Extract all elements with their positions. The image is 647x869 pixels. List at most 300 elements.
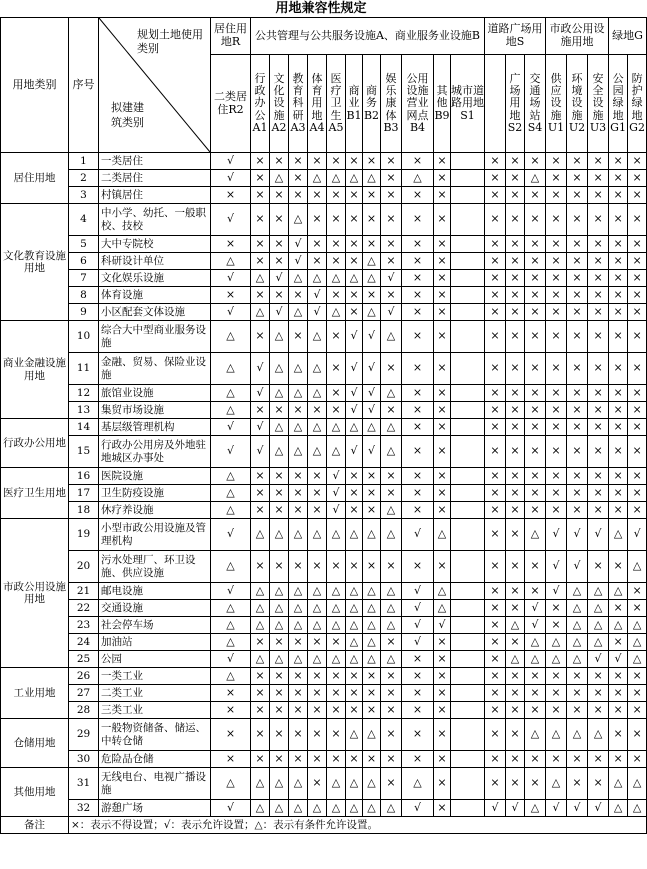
row-number: 25 bbox=[69, 651, 99, 668]
compat-cell: × bbox=[525, 485, 546, 502]
compat-cell: √ bbox=[211, 651, 251, 668]
compat-cell: × bbox=[327, 719, 346, 751]
compat-cell: × bbox=[609, 702, 628, 719]
compat-cell: × bbox=[546, 468, 567, 485]
compat-cell: × bbox=[327, 634, 346, 651]
compat-cell: × bbox=[327, 321, 346, 353]
compat-cell: × bbox=[525, 768, 546, 800]
compat-cell: × bbox=[434, 436, 451, 468]
compat-cell: △ bbox=[346, 634, 363, 651]
compat-cell: × bbox=[434, 170, 451, 187]
compat-cell: × bbox=[485, 353, 506, 385]
compat-cell: △ bbox=[270, 353, 289, 385]
compat-cell: △ bbox=[289, 353, 308, 385]
compat-cell: △ bbox=[506, 617, 525, 634]
compat-cell: △ bbox=[567, 600, 588, 617]
compat-cell: △ bbox=[327, 270, 346, 287]
compat-cell: × bbox=[506, 402, 525, 419]
compat-cell: √ bbox=[402, 634, 434, 651]
compat-cell: × bbox=[506, 502, 525, 519]
compat-cell: × bbox=[546, 253, 567, 270]
compat-cell: × bbox=[546, 187, 567, 204]
compat-cell: △ bbox=[211, 617, 251, 634]
compat-cell: △ bbox=[609, 583, 628, 600]
compat-cell: × bbox=[609, 600, 628, 617]
compat-cell: × bbox=[485, 270, 506, 287]
table-row bbox=[1, 668, 647, 685]
compat-cell: × bbox=[546, 170, 567, 187]
compat-cell: √ bbox=[346, 402, 363, 419]
compat-cell: × bbox=[346, 551, 363, 583]
compat-cell-pad bbox=[451, 204, 485, 236]
compat-cell: × bbox=[485, 719, 506, 751]
header-subcol: 娱乐康体B3 bbox=[381, 55, 402, 153]
row-number: 26 bbox=[69, 668, 99, 685]
compat-cell: △ bbox=[567, 651, 588, 668]
footer-legend: ×：表示不得设置；√：表示允许设置；△：表示有条件允许设置。 bbox=[69, 817, 647, 834]
compat-cell: × bbox=[327, 236, 346, 253]
compat-cell: × bbox=[546, 402, 567, 419]
compat-cell: × bbox=[609, 287, 628, 304]
compat-cell: × bbox=[546, 204, 567, 236]
compat-cell-pad bbox=[451, 253, 485, 270]
compat-cell: × bbox=[270, 685, 289, 702]
compat-cell: × bbox=[628, 468, 647, 485]
compat-cell: × bbox=[567, 485, 588, 502]
compat-cell-pad bbox=[451, 719, 485, 751]
compat-cell: × bbox=[567, 321, 588, 353]
compat-cell: × bbox=[506, 485, 525, 502]
compat-cell: × bbox=[251, 685, 270, 702]
compat-cell: × bbox=[402, 419, 434, 436]
compat-cell: × bbox=[485, 236, 506, 253]
compat-cell: × bbox=[588, 668, 609, 685]
compat-cell: × bbox=[628, 719, 647, 751]
compat-cell: △ bbox=[251, 651, 270, 668]
compat-cell: × bbox=[434, 685, 451, 702]
compat-cell: √ bbox=[567, 800, 588, 817]
compat-cell: × bbox=[270, 668, 289, 685]
table-row bbox=[1, 702, 647, 719]
compat-cell: △ bbox=[628, 800, 647, 817]
compat-cell: × bbox=[506, 719, 525, 751]
compat-cell: × bbox=[525, 702, 546, 719]
compat-cell: △ bbox=[567, 583, 588, 600]
row-label: 加油站 bbox=[99, 634, 211, 651]
compat-cell: △ bbox=[567, 719, 588, 751]
compat-cell: × bbox=[402, 436, 434, 468]
compat-cell: × bbox=[628, 685, 647, 702]
compat-cell: × bbox=[434, 668, 451, 685]
compat-cell: × bbox=[567, 468, 588, 485]
compat-cell: × bbox=[289, 287, 308, 304]
row-label: 卫生防疫设施 bbox=[99, 485, 211, 502]
compat-cell: × bbox=[270, 204, 289, 236]
compat-cell: × bbox=[402, 187, 434, 204]
header-group-utilities: 市政公用设施用地 bbox=[546, 18, 609, 55]
table-row bbox=[1, 402, 647, 419]
compat-cell: × bbox=[506, 600, 525, 617]
compat-cell: × bbox=[346, 304, 363, 321]
compat-cell-pad bbox=[451, 634, 485, 651]
compat-cell: × bbox=[609, 385, 628, 402]
compat-cell: × bbox=[485, 321, 506, 353]
header-group-roads: 道路广场用地S bbox=[485, 18, 546, 55]
compat-cell: × bbox=[211, 187, 251, 204]
compat-cell: △ bbox=[363, 519, 381, 551]
header-group-public: 公共管理与公共服务设施A、商业服务业设施B bbox=[251, 18, 485, 55]
compat-cell: △ bbox=[211, 468, 251, 485]
compat-cell-pad bbox=[451, 768, 485, 800]
row-number: 27 bbox=[69, 685, 99, 702]
compat-cell: × bbox=[434, 719, 451, 751]
compat-cell: △ bbox=[289, 617, 308, 634]
compat-cell: × bbox=[251, 719, 270, 751]
compat-cell-pad bbox=[451, 436, 485, 468]
row-label: 行政办公用房及外地驻地城区办事处 bbox=[99, 436, 211, 468]
compat-cell: × bbox=[506, 385, 525, 402]
row-number: 17 bbox=[69, 485, 99, 502]
compat-cell: × bbox=[381, 702, 402, 719]
compat-cell: × bbox=[609, 204, 628, 236]
compat-cell: × bbox=[485, 751, 506, 768]
row-label: 危险品仓储 bbox=[99, 751, 211, 768]
compat-cell: × bbox=[327, 353, 346, 385]
compat-cell: × bbox=[381, 768, 402, 800]
table-row bbox=[1, 321, 647, 353]
compat-cell: △ bbox=[270, 436, 289, 468]
compat-cell: × bbox=[402, 153, 434, 170]
compat-cell: △ bbox=[308, 436, 327, 468]
compat-cell: × bbox=[270, 719, 289, 751]
compat-cell: △ bbox=[211, 502, 251, 519]
compat-cell: × bbox=[588, 253, 609, 270]
compat-cell: √ bbox=[546, 800, 567, 817]
compat-cell: × bbox=[506, 551, 525, 583]
compat-cell: √ bbox=[270, 270, 289, 287]
compat-cell: × bbox=[628, 270, 647, 287]
compat-cell: × bbox=[381, 468, 402, 485]
row-label: 休疗养设施 bbox=[99, 502, 211, 519]
compat-cell-pad bbox=[451, 170, 485, 187]
compat-cell: × bbox=[609, 436, 628, 468]
compat-cell: × bbox=[609, 153, 628, 170]
compat-cell: × bbox=[485, 253, 506, 270]
compat-cell: △ bbox=[289, 583, 308, 600]
compat-cell: × bbox=[567, 170, 588, 187]
compat-cell: × bbox=[546, 702, 567, 719]
compat-cell: √ bbox=[525, 600, 546, 617]
compat-cell: × bbox=[525, 385, 546, 402]
compat-cell-pad bbox=[451, 385, 485, 402]
compat-cell: × bbox=[485, 651, 506, 668]
compat-cell: × bbox=[588, 685, 609, 702]
compat-cell: × bbox=[402, 485, 434, 502]
compat-cell: × bbox=[289, 634, 308, 651]
compat-cell: × bbox=[363, 751, 381, 768]
table-row bbox=[1, 468, 647, 485]
table-row bbox=[1, 304, 647, 321]
compat-cell: △ bbox=[308, 519, 327, 551]
compat-cell: × bbox=[628, 385, 647, 402]
compat-cell: △ bbox=[588, 634, 609, 651]
compat-cell: × bbox=[402, 402, 434, 419]
row-number: 9 bbox=[69, 304, 99, 321]
compat-cell: △ bbox=[211, 768, 251, 800]
compat-cell: × bbox=[628, 583, 647, 600]
compat-cell: × bbox=[211, 685, 251, 702]
compat-cell: √ bbox=[251, 385, 270, 402]
compat-cell: △ bbox=[567, 617, 588, 634]
compat-cell: △ bbox=[327, 436, 346, 468]
compat-cell: × bbox=[628, 187, 647, 204]
header-subcol: 行政办公A1 bbox=[251, 55, 270, 153]
compat-cell: × bbox=[289, 402, 308, 419]
compat-cell: × bbox=[485, 204, 506, 236]
row-number: 2 bbox=[69, 170, 99, 187]
compat-cell: × bbox=[434, 502, 451, 519]
compat-cell: △ bbox=[270, 170, 289, 187]
compat-cell: × bbox=[588, 304, 609, 321]
compat-cell: △ bbox=[308, 385, 327, 402]
compat-cell: △ bbox=[609, 617, 628, 634]
compat-cell: × bbox=[588, 419, 609, 436]
row-number: 32 bbox=[69, 800, 99, 817]
compat-cell: △ bbox=[270, 617, 289, 634]
compat-cell: × bbox=[327, 668, 346, 685]
compat-cell: × bbox=[546, 751, 567, 768]
header-row-groups bbox=[1, 18, 647, 55]
compat-cell: × bbox=[588, 353, 609, 385]
compat-cell: × bbox=[485, 600, 506, 617]
compat-cell: × bbox=[628, 485, 647, 502]
compat-cell: × bbox=[567, 253, 588, 270]
compat-cell: × bbox=[251, 170, 270, 187]
row-number: 30 bbox=[69, 751, 99, 768]
compat-cell: × bbox=[289, 468, 308, 485]
compat-cell: × bbox=[588, 385, 609, 402]
compat-cell: △ bbox=[327, 651, 346, 668]
compat-cell: × bbox=[346, 287, 363, 304]
compat-cell: × bbox=[270, 702, 289, 719]
compat-cell: △ bbox=[363, 634, 381, 651]
compat-cell: × bbox=[588, 436, 609, 468]
header-subcol: 环境设施U2 bbox=[567, 55, 588, 153]
compat-cell: × bbox=[308, 187, 327, 204]
compat-cell: × bbox=[506, 583, 525, 600]
compat-cell: △ bbox=[327, 519, 346, 551]
compat-cell: × bbox=[402, 751, 434, 768]
compat-cell: △ bbox=[251, 583, 270, 600]
row-label: 二类居住 bbox=[99, 170, 211, 187]
compat-cell: △ bbox=[525, 519, 546, 551]
compat-cell: √ bbox=[211, 153, 251, 170]
compat-cell: × bbox=[289, 321, 308, 353]
compat-cell: × bbox=[251, 204, 270, 236]
compat-cell: × bbox=[381, 668, 402, 685]
compat-cell: × bbox=[434, 551, 451, 583]
header-subcol: 城市道路用地S1 bbox=[451, 55, 485, 153]
compat-cell-pad bbox=[451, 468, 485, 485]
compat-cell: × bbox=[434, 419, 451, 436]
compat-cell: △ bbox=[270, 768, 289, 800]
compat-cell: × bbox=[381, 253, 402, 270]
table-row bbox=[1, 583, 647, 600]
compat-cell: △ bbox=[346, 170, 363, 187]
compat-cell: × bbox=[546, 236, 567, 253]
compat-cell: △ bbox=[308, 270, 327, 287]
compat-cell: × bbox=[485, 768, 506, 800]
table-row bbox=[1, 253, 647, 270]
compat-cell: × bbox=[609, 751, 628, 768]
row-number: 4 bbox=[69, 204, 99, 236]
compat-cell: × bbox=[434, 468, 451, 485]
compat-cell: △ bbox=[211, 321, 251, 353]
compat-cell: △ bbox=[381, 321, 402, 353]
table-row bbox=[1, 353, 647, 385]
compat-cell: × bbox=[609, 236, 628, 253]
compat-cell: △ bbox=[308, 583, 327, 600]
header-subcol: 公用设施营业网点B4 bbox=[402, 55, 434, 153]
compat-cell: × bbox=[402, 502, 434, 519]
compat-cell: × bbox=[485, 519, 506, 551]
compat-cell: △ bbox=[211, 253, 251, 270]
compat-cell: × bbox=[567, 153, 588, 170]
compat-cell: △ bbox=[525, 800, 546, 817]
compat-cell: × bbox=[546, 270, 567, 287]
compat-cell: × bbox=[506, 304, 525, 321]
compat-cell: △ bbox=[251, 519, 270, 551]
compat-cell: × bbox=[270, 468, 289, 485]
compat-cell: × bbox=[363, 287, 381, 304]
compat-cell: × bbox=[346, 253, 363, 270]
compat-cell: √ bbox=[363, 321, 381, 353]
compat-cell-pad bbox=[451, 800, 485, 817]
compat-cell: × bbox=[588, 153, 609, 170]
compat-cell: √ bbox=[363, 436, 381, 468]
compat-cell: △ bbox=[628, 768, 647, 800]
compat-cell: △ bbox=[251, 800, 270, 817]
compat-cell: × bbox=[609, 502, 628, 519]
compat-cell: △ bbox=[381, 519, 402, 551]
compat-cell: × bbox=[211, 702, 251, 719]
compat-cell-pad bbox=[451, 485, 485, 502]
row-label: 交通设施 bbox=[99, 600, 211, 617]
compat-cell: × bbox=[327, 204, 346, 236]
compat-cell: × bbox=[363, 204, 381, 236]
compat-cell: √ bbox=[567, 519, 588, 551]
compat-cell: × bbox=[289, 187, 308, 204]
compat-cell: △ bbox=[289, 385, 308, 402]
compat-cell: × bbox=[381, 353, 402, 385]
table-row bbox=[1, 551, 647, 583]
compat-cell: × bbox=[308, 768, 327, 800]
table-row bbox=[1, 287, 647, 304]
compat-cell: × bbox=[402, 685, 434, 702]
row-label: 公园 bbox=[99, 651, 211, 668]
compat-cell: × bbox=[609, 321, 628, 353]
table-row bbox=[1, 153, 647, 170]
footer-label: 备注 bbox=[1, 817, 69, 834]
compat-cell: △ bbox=[381, 436, 402, 468]
compat-cell: √ bbox=[308, 287, 327, 304]
category-cell: 医疗卫生用地 bbox=[1, 468, 69, 519]
compat-cell: × bbox=[628, 236, 647, 253]
table-row bbox=[1, 519, 647, 551]
header-land-category: 用地类别 bbox=[1, 18, 69, 153]
compat-cell-pad bbox=[451, 502, 485, 519]
compat-cell: × bbox=[363, 236, 381, 253]
compat-cell: √ bbox=[211, 519, 251, 551]
compat-cell: × bbox=[381, 551, 402, 583]
compat-cell: △ bbox=[346, 768, 363, 800]
compat-cell: △ bbox=[289, 304, 308, 321]
row-label: 科研设计单位 bbox=[99, 253, 211, 270]
compat-cell: × bbox=[381, 719, 402, 751]
compat-cell: △ bbox=[381, 385, 402, 402]
row-label: 文化娱乐设施 bbox=[99, 270, 211, 287]
compat-cell: √ bbox=[434, 617, 451, 634]
compat-cell: √ bbox=[289, 236, 308, 253]
compat-cell: × bbox=[567, 436, 588, 468]
header-group-green: 绿地G bbox=[609, 18, 647, 55]
compat-cell: × bbox=[525, 751, 546, 768]
compat-cell: △ bbox=[327, 583, 346, 600]
compat-cell: × bbox=[506, 204, 525, 236]
compat-cell-pad bbox=[451, 668, 485, 685]
compat-cell: × bbox=[485, 385, 506, 402]
compat-cell: △ bbox=[211, 402, 251, 419]
compat-cell: × bbox=[485, 702, 506, 719]
compat-cell: △ bbox=[628, 551, 647, 583]
compat-cell: △ bbox=[270, 385, 289, 402]
compat-cell: × bbox=[381, 402, 402, 419]
compat-cell: × bbox=[609, 719, 628, 751]
compat-cell: × bbox=[211, 719, 251, 751]
row-number: 5 bbox=[69, 236, 99, 253]
compat-cell: √ bbox=[485, 800, 506, 817]
row-number: 10 bbox=[69, 321, 99, 353]
row-number: 22 bbox=[69, 600, 99, 617]
compat-cell: × bbox=[308, 634, 327, 651]
compat-cell: × bbox=[567, 502, 588, 519]
table-row bbox=[1, 768, 647, 800]
compat-cell: △ bbox=[381, 800, 402, 817]
row-number: 19 bbox=[69, 519, 99, 551]
compat-cell: × bbox=[485, 419, 506, 436]
compat-cell: × bbox=[588, 287, 609, 304]
category-cell: 商业金融设施用地 bbox=[1, 321, 69, 419]
compat-cell-pad bbox=[451, 236, 485, 253]
table-row bbox=[1, 751, 647, 768]
compat-cell: △ bbox=[211, 551, 251, 583]
row-label: 二类工业 bbox=[99, 685, 211, 702]
compat-cell: × bbox=[525, 253, 546, 270]
compat-cell: △ bbox=[525, 170, 546, 187]
compat-cell: × bbox=[270, 485, 289, 502]
compat-cell: × bbox=[525, 685, 546, 702]
compat-cell: × bbox=[525, 304, 546, 321]
compat-cell: △ bbox=[381, 502, 402, 519]
compat-cell: × bbox=[567, 685, 588, 702]
compat-cell: √ bbox=[346, 321, 363, 353]
compat-cell: × bbox=[525, 402, 546, 419]
compat-cell: × bbox=[628, 702, 647, 719]
compat-cell: △ bbox=[609, 768, 628, 800]
compat-cell: × bbox=[525, 236, 546, 253]
row-label: 村镇居住 bbox=[99, 187, 211, 204]
compat-cell: △ bbox=[270, 419, 289, 436]
